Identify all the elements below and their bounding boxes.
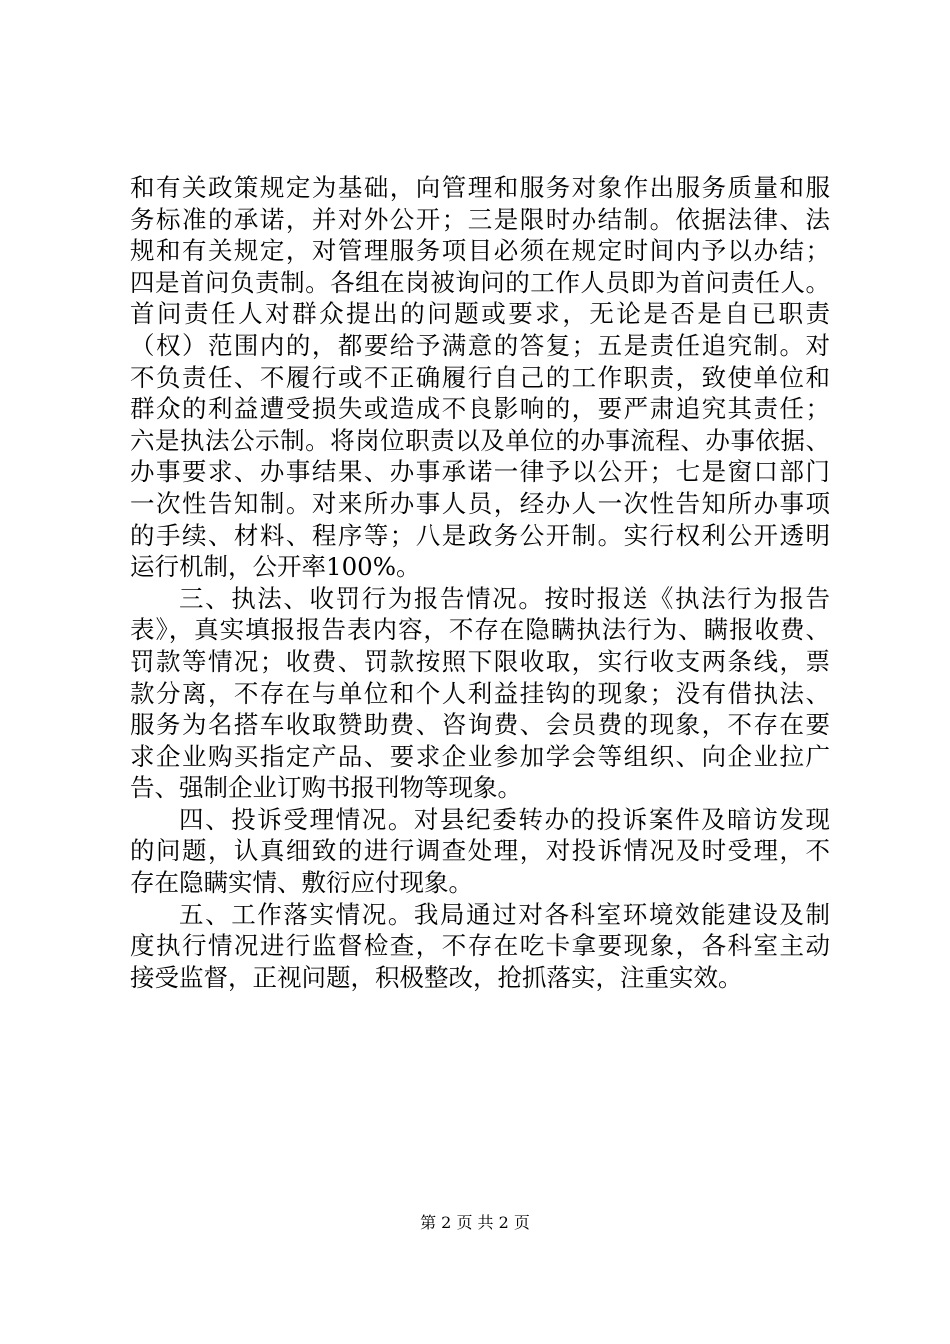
text-line: 接受监督，正视问题，积极整改，抢抓落实，注重实效。 [130, 962, 743, 992]
text-line: 四、投诉受理情况。对县纪委转办的投诉案件及暗访发现 [179, 804, 830, 834]
text-line: 告、强制企业订购书报刊物等现象。 [130, 773, 522, 803]
text-line: 五、工作落实情况。我局通过对各科室环境效能建设及制 [179, 899, 830, 929]
text-line: 的问题，认真细致的进行调查处理，对投诉情况及时受理，不 [130, 836, 830, 866]
text-line: 一次性告知制。对来所办事人员，经办人一次性告知所办事项 [130, 488, 830, 518]
text-line: 款分离，不存在与单位和个人利益挂钩的现象；没有借执法、 [130, 678, 830, 708]
text-line: 务标准的承诺，并对外公开；三是限时办结制。依据法律、法 [130, 204, 830, 234]
text-line: 运行机制，公开率100%。 [130, 552, 421, 582]
text-line: 存在隐瞒实情、敷衍应付现象。 [130, 868, 473, 898]
text-line: 罚款等情况；收费、罚款按照下限收取，实行收支两条线，票 [130, 646, 830, 676]
text-line: 不负责任、不履行或不正确履行自己的工作职责，致使单位和 [130, 362, 830, 392]
text-line: 的手续、材料、程序等；八是政务公开制。实行权利公开透明 [130, 520, 830, 550]
text-line: 服务为名搭车收取赞助费、咨询费、会员费的现象，不存在要 [130, 710, 830, 740]
text-line: 六是执法公示制。将岗位职责以及单位的办事流程、办事依据、 [130, 425, 830, 455]
text-line: 表》，真实填报报告表内容，不存在隐瞒执法行为、瞒报收费、 [130, 615, 830, 645]
text-line: 首问责任人对群众提出的问题或要求，无论是否是自已职责 [130, 299, 830, 329]
text-line: 和有关政策规定为基础，向管理和服务对象作出服务质量和服 [130, 173, 830, 202]
text-line: 四是首问负责制。各组在岗被询问的工作人员即为首问责任人。 [130, 267, 830, 297]
text-line: （权）范围内的，都要给予满意的答复；五是责任追究制。对 [130, 330, 830, 360]
text-line: 三、执法、收罚行为报告情况。按时报送《执法行为报告 [179, 583, 830, 613]
text-line: 规和有关规定，对管理服务项目必须在规定时间内予以办结； [130, 236, 830, 266]
text-line: 求企业购买指定产品、要求企业参加学会等组织、向企业拉广 [130, 741, 830, 771]
text-line: 办事要求、办事结果、办事承诺一律予以公开；七是窗口部门 [130, 457, 830, 487]
page-footer: 第 2 页 共 2 页 [420, 1213, 530, 1232]
document-body [130, 172, 830, 993]
text-line: 度执行情况进行监督检查，不存在吃卡拿要现象，各科室主动 [130, 931, 830, 961]
text-line: 群众的利益遭受损失或造成不良影响的，要严肃追究其责任； [130, 394, 830, 424]
